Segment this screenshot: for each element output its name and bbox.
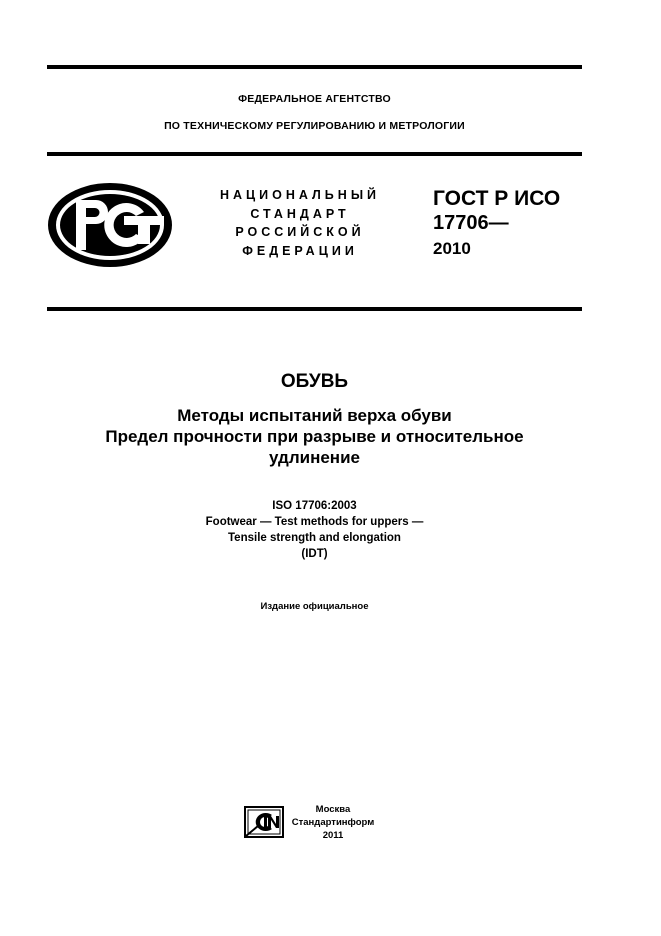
agency-line-1: ФЕДЕРАЛЬНОЕ АГЕНТСТВО: [238, 93, 391, 105]
national-standard-label: [200, 186, 400, 260]
publisher-info: [290, 803, 376, 842]
publisher-year: 2011: [322, 830, 344, 841]
iso-line-3: Tensile strength and elongation: [228, 532, 401, 544]
designation-line-2: 17706—: [433, 212, 509, 234]
designation-line-1: ГОСТ Р ИСО: [433, 187, 561, 210]
subtitle-line-2: Предел прочности при разрыве и относительное: [105, 427, 524, 446]
rst-certification-mark-icon: [46, 180, 176, 270]
document-subtitle: [47, 405, 582, 468]
standard-designation: [433, 186, 583, 261]
iso-reference: [47, 498, 582, 562]
publisher-city: Москва: [315, 804, 351, 815]
iso-line-1: ISO 17706:2003: [272, 500, 357, 512]
iso-line-4: (IDT): [301, 548, 328, 560]
national-line-2: СТАНДАРТ: [250, 206, 350, 221]
iso-line-2: Footwear — Test methods for uppers —: [205, 516, 424, 528]
subtitle-line-1: Методы испытаний верха обуви: [177, 406, 452, 425]
block-rule: [47, 307, 582, 311]
document-title: ОБУВЬ: [280, 371, 349, 392]
subtitle-line-3: удлинение: [269, 448, 360, 467]
national-line-4: ФЕДЕРАЦИИ: [242, 243, 358, 258]
header-rule: [47, 152, 582, 156]
national-line-3: РОССИЙСКОЙ: [235, 225, 365, 239]
national-line-1: НАЦИОНАЛЬНЫЙ: [219, 188, 381, 202]
edition-label: Издание официальное: [260, 601, 369, 612]
top-rule: [47, 65, 582, 69]
standartinform-logo-icon: [244, 806, 284, 838]
publisher-name: Стандартинформ: [291, 817, 375, 828]
designation-line-3: 2010: [433, 239, 471, 258]
agency-line-2: ПО ТЕХНИЧЕСКОМУ РЕГУЛИРОВАНИЮ И МЕТРОЛОГИИ: [164, 120, 465, 132]
